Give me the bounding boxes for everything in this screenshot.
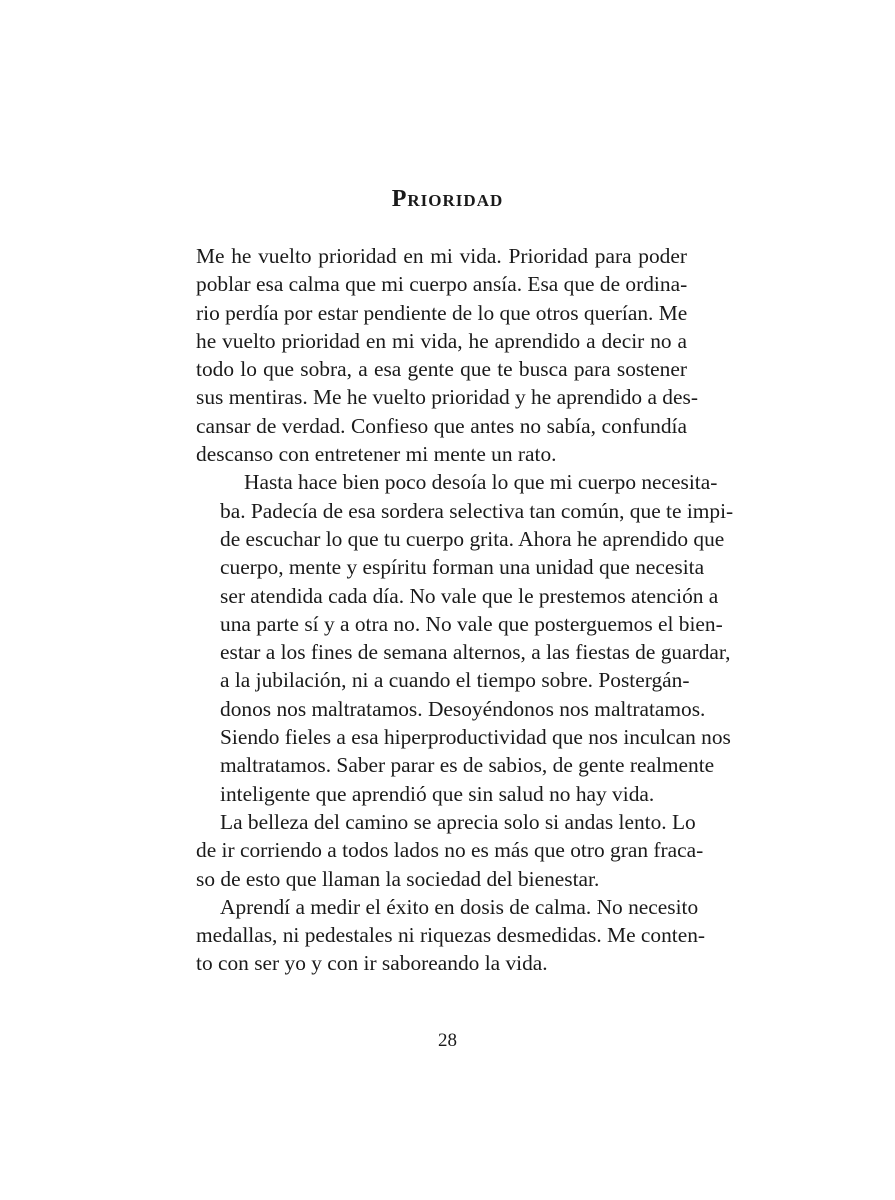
paragraph-4 — [196, 893, 706, 978]
text-line: rio perdía por estar pendiente de lo que otros querían. Me — [196, 300, 688, 325]
text-line: maltratamos. Saber parar es de sabios, de gente realmente — [220, 753, 715, 778]
text-line: estar a los fines de semana alternos, a las fiestas de guardar, — [220, 640, 731, 665]
text-line: so de esto que llaman la sociedad del bienestar. — [196, 866, 600, 891]
text-line: Me he vuelto prioridad en mi vida. Prioridad para poder — [196, 244, 687, 268]
paragraph-2 — [196, 468, 734, 808]
text-line: to con ser yo y con ir saboreando la vida. — [196, 951, 548, 976]
text-line: Aprendí a medir el éxito en dosis de calma. No necesito — [220, 894, 699, 919]
text-line: La belleza del camino se aprecia solo si andas lento. Lo — [220, 809, 696, 834]
text-line: todo lo que sobra, a esa gente que te busca para sostener — [196, 357, 687, 382]
body-text — [196, 242, 734, 978]
text-line: he vuelto prioridad en mi vida, he aprendido a decir no a — [196, 328, 687, 353]
text-line: a la jubilación, ni a cuando el tiempo sobre. Postergán- — [220, 668, 690, 693]
page-number: 28 — [438, 1030, 457, 1051]
text-line: donos nos maltratamos. Desoyéndonos nos maltratamos. — [220, 696, 706, 721]
text-line: Hasta hace bien poco desoía lo que mi cuerpo necesita- — [244, 470, 718, 495]
text-line: descanso con entretener mi mente un rato. — [196, 442, 557, 467]
text-line: sus mentiras. Me he vuelto prioridad y he aprendido a des- — [196, 385, 698, 410]
text-line: cuerpo, mente y espíritu forman una unidad que necesita — [220, 555, 705, 580]
text-line: una parte sí y a otra no. No vale que posterguemos el bien- — [220, 611, 723, 636]
text-line: de ir corriendo a todos lados no es más que otro gran fraca- — [196, 838, 704, 863]
chapter-title: Prioridad — [391, 186, 504, 212]
text-line: poblar esa calma que mi cuerpo ansía. Esa que de ordina- — [196, 272, 688, 297]
paragraph-3 — [196, 808, 704, 893]
text-line: de escuchar lo que tu cuerpo grita. Ahora he aprendido que — [220, 526, 725, 551]
text-line: ba. Padecía de esa sordera selectiva tan común, que te impi- — [220, 498, 734, 523]
text-line: ser atendida cada día. No vale que le prestemos atención a — [220, 583, 719, 608]
text-line: medallas, ni pedestales ni riquezas desmedidas. Me conten- — [196, 923, 706, 948]
text-line: Siendo fieles a esa hiperproductividad que nos inculcan nos — [220, 725, 731, 750]
text-line: cansar de verdad. Confieso que antes no sabía, confundía — [196, 413, 687, 438]
paragraph-1 — [196, 242, 698, 468]
text-line: inteligente que aprendió que sin salud no hay vida. — [220, 781, 655, 806]
